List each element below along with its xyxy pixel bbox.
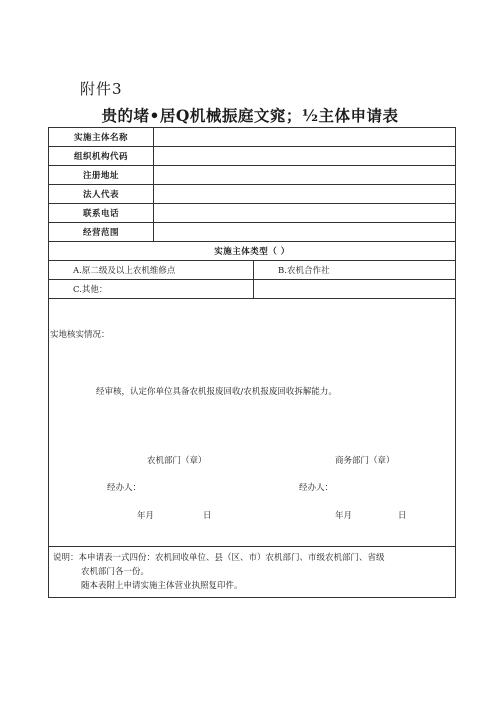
field-label: 经营范围 [49,223,154,242]
field-label: 组织机构代码 [49,147,154,166]
commerce-date-day: 日 [398,511,407,521]
field-label: 联系电话 [49,204,154,223]
field-value-business-scope[interactable] [154,223,456,242]
note-line-2: 农机部门各一份。 [81,567,150,577]
application-form [48,127,456,598]
approval-statement: 经审核，认定你单位具备农机报废回收/农机报废回收拆解能力。 [96,387,337,397]
verification-heading: 实地核实情况： [50,330,110,340]
field-row [49,128,456,147]
option-a[interactable]: A.原二级及以上农机维修点 [49,261,254,280]
field-row [49,147,456,166]
verification-row [49,299,456,547]
field-value-entity-name[interactable] [154,128,456,147]
field-value-address[interactable] [154,166,456,185]
option-c[interactable]: C.其他： [49,280,254,299]
notes-section [49,547,456,598]
agri-handler-label: 经办人： [107,483,142,493]
field-row [49,185,456,204]
notes-row [49,547,456,598]
note-line-1: 说明：本申请表一式四份：农机回收单位、县（区、市）农机部门、市级农机部门、省级 [53,553,385,563]
entity-type-header: 实施主体类型（ ） [49,242,456,261]
commerce-date-year-month: 年月 [335,511,353,521]
field-label: 法人代表 [49,185,154,204]
agri-dept-seal: 农机部门（章） [147,456,207,466]
commerce-dept-seal: 商务部门（章） [335,456,395,466]
field-row [49,204,456,223]
field-value-org-code[interactable] [154,147,456,166]
field-label: 实施主体名称 [49,128,154,147]
annex-label: 附件3 [80,80,123,98]
type-header-row [49,242,456,261]
note-line-3: 随本表附上申请实施主体营业执照复印件。 [81,581,243,591]
option-c-blank[interactable] [254,280,456,299]
field-label: 注册地址 [49,166,154,185]
agri-date-day: 日 [203,511,212,521]
type-options-row [49,261,456,280]
field-value-legal-rep[interactable] [154,185,456,204]
field-row [49,166,456,185]
agri-date-year-month: 年月 [137,511,155,521]
type-other-row [49,280,456,299]
option-b[interactable]: B.农机合作社 [254,261,456,280]
commerce-handler-label: 经办人： [299,483,334,493]
verification-section [49,299,456,547]
field-value-phone[interactable] [154,204,456,223]
field-row [49,223,456,242]
form-title: 贵的堵•居Q机械振庭文窕；½主体申请表 [101,106,399,125]
